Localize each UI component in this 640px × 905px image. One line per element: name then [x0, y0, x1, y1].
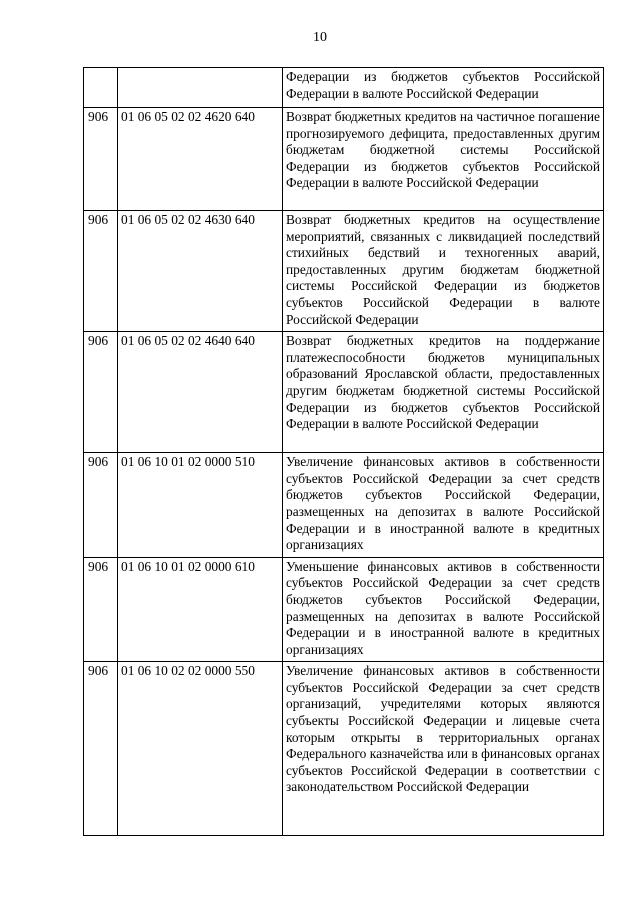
description-cell: Возврат бюджетных кредитов на частичное погашение прогнозируемого дефицита, предоставленных другим бюджетам бюджетной системы Российской Федерации из бюджетов субъектов Российской Федерации в валюте Российской Федерации	[283, 108, 604, 211]
table-row	[84, 108, 604, 211]
table-row	[84, 557, 604, 662]
admin-code-cell: 906	[84, 453, 118, 558]
admin-code-cell: 906	[84, 557, 118, 662]
table-row	[84, 332, 604, 453]
admin-code-cell: 906	[84, 211, 118, 332]
budget-code-cell	[118, 68, 283, 108]
description-cell: Увеличение финансовых активов в собственности субъектов Российской Федерации за счет средств бюджетов субъектов Российской Федерации, размещенных на депозитах в валюте Российской Федерации и в иностранной валюте в кредитных организациях	[283, 453, 604, 558]
table-row	[84, 662, 604, 836]
description-cell: Возврат бюджетных кредитов на поддержание платежеспособности бюджетов муниципальных образований Ярославской области, предоставленных другим бюджетам бюджетной системы Российской Федерации из бюджетов субъектов Российской Федерации в валюте Российской Федерации	[283, 332, 604, 453]
admin-code-cell: 906	[84, 332, 118, 453]
admin-code-cell: 906	[84, 662, 118, 836]
admin-code-cell	[84, 68, 118, 108]
budget-code-cell: 01 06 10 01 02 0000 510	[118, 453, 283, 558]
description-cell: Федерации из бюджетов субъектов Российской Федерации в валюте Российской Федерации	[283, 68, 604, 108]
budget-code-cell: 01 06 10 02 02 0000 550	[118, 662, 283, 836]
description-cell: Увеличение финансовых активов в собственности субъектов Российской Федерации за счет средств организаций, учредителями которых являются субъекты Российской Федерации и лицевые счета которым открыты в территориальных органах Федерального казначейства или в финансовых органах субъектов Российской Федерации в соответствии с законодательством Российской Федерации	[283, 662, 604, 836]
budget-code-cell: 01 06 10 01 02 0000 610	[118, 557, 283, 662]
page-number: 10	[313, 30, 327, 45]
table-row	[84, 68, 604, 108]
budget-code-cell: 01 06 05 02 02 4630 640	[118, 211, 283, 332]
admin-code-cell: 906	[84, 108, 118, 211]
budget-sources-table	[83, 67, 604, 836]
table-row	[84, 211, 604, 332]
description-cell: Возврат бюджетных кредитов на осуществление мероприятий, связанных с ликвидацией последствий стихийных бедствий и техногенных аварий, предоставленных другим бюджетам бюджетной системы Российской Федерации из бюджетов субъектов Российской Федерации в валюте Российской Федерации	[283, 211, 604, 332]
description-cell: Уменьшение финансовых активов в собственности субъектов Российской Федерации за счет средств бюджетов субъектов Российской Федерации, размещенных на депозитах в валюте Российской Федерации и в иностранной валюте в кредитных организациях	[283, 557, 604, 662]
table-row	[84, 453, 604, 558]
budget-code-cell: 01 06 05 02 02 4640 640	[118, 332, 283, 453]
budget-code-cell: 01 06 05 02 02 4620 640	[118, 108, 283, 211]
